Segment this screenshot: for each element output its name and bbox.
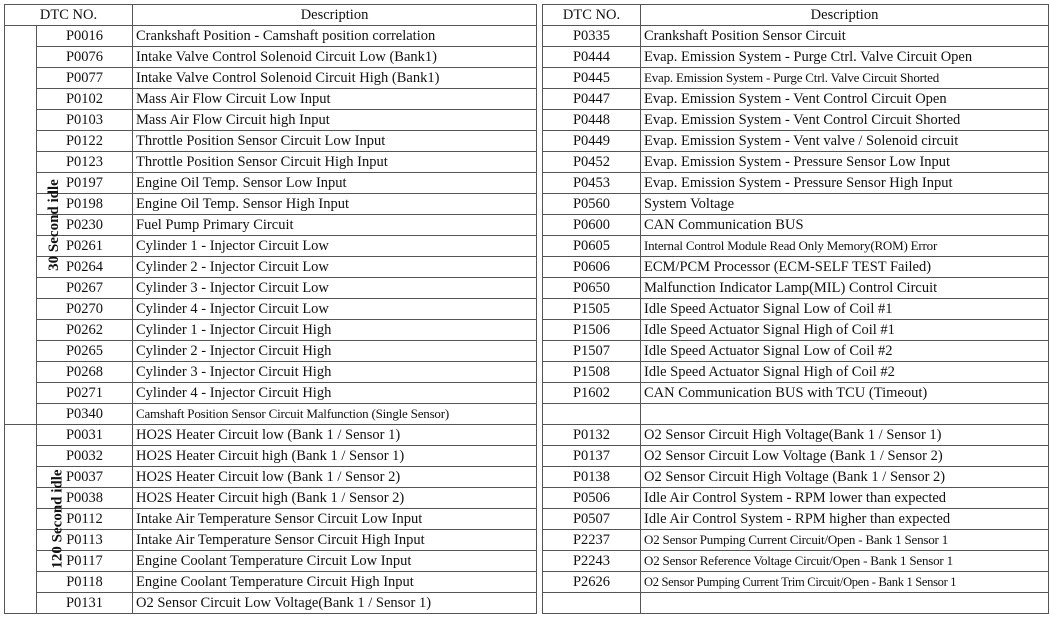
dtc-description: O2 Sensor Circuit Low Voltage(Bank 1 / Sensor 1) [133,593,537,614]
description-header: Description [133,5,537,26]
table-row [543,89,1049,110]
dtc-header: DTC NO. [543,5,641,26]
dtc-code: P0117 [37,551,133,572]
dtc-description: ECM/PCM Processor (ECM-SELF TEST Failed) [641,257,1049,278]
table-row [543,341,1049,362]
dtc-code: P0262 [37,320,133,341]
dtc-code: P1507 [543,341,641,362]
dtc-code: P0197 [37,173,133,194]
dtc-code: P0037 [37,467,133,488]
table-row [5,131,537,152]
table-row [543,131,1049,152]
table-row [5,236,537,257]
dtc-description: HO2S Heater Circuit high (Bank 1 / Sensor 2) [133,488,537,509]
dtc-code: P0267 [37,278,133,299]
table-row [543,530,1049,551]
dtc-code: P0452 [543,152,641,173]
dtc-header: DTC NO. [5,5,133,26]
table-row [543,467,1049,488]
dtc-description: Evap. Emission System - Vent Control Circuit Shorted [641,110,1049,131]
table-row [543,152,1049,173]
dtc-code: P0453 [543,173,641,194]
table-row [543,299,1049,320]
table-row [5,341,537,362]
dtc-description: Cylinder 3 - Injector Circuit Low [133,278,537,299]
dtc-code: P0340 [37,404,133,425]
dtc-description: Idle Speed Actuator Signal Low of Coil #2 [641,341,1049,362]
dtc-description: System Voltage [641,194,1049,215]
dtc-description: Engine Coolant Temperature Circuit High Input [133,572,537,593]
dtc-description: Evap. Emission System - Vent Control Circuit Open [641,89,1049,110]
table-row [543,173,1049,194]
dtc-description: Cylinder 4 - Injector Circuit Low [133,299,537,320]
table-row [5,152,537,173]
table-row [5,383,537,404]
dtc-description: Cylinder 2 - Injector Circuit Low [133,257,537,278]
dtc-description: Throttle Position Sensor Circuit High Input [133,152,537,173]
dtc-description: Idle Speed Actuator Signal Low of Coil #1 [641,299,1049,320]
dtc-code: P0230 [37,215,133,236]
table-row [5,173,537,194]
table-row [543,236,1049,257]
table-row [5,467,537,488]
header-row [5,5,537,26]
dtc-code: P0038 [37,488,133,509]
dtc-description: Cylinder 1 - Injector Circuit Low [133,236,537,257]
table-row [5,26,537,47]
dtc-code: P0138 [543,467,641,488]
table-row [5,404,537,425]
dtc-code: P0112 [37,509,133,530]
dtc-description: HO2S Heater Circuit low (Bank 1 / Sensor 1) [133,425,537,446]
dtc-code: P0600 [543,215,641,236]
dtc-code: P0447 [543,89,641,110]
dtc-description: Intake Valve Control Solenoid Circuit Low (Bank1) [133,47,537,68]
dtc-code [543,404,641,425]
table-row [543,362,1049,383]
dtc-code: P1508 [543,362,641,383]
dtc-code: P0506 [543,488,641,509]
dtc-description: Crankshaft Position - Camshaft position correlation [133,26,537,47]
table-row [543,509,1049,530]
dtc-description: Crankshaft Position Sensor Circuit [641,26,1049,47]
dtc-code: P2237 [543,530,641,551]
dtc-code: P0122 [37,131,133,152]
table-row [5,68,537,89]
dtc-code: P0113 [37,530,133,551]
dtc-description: HO2S Heater Circuit low (Bank 1 / Sensor 2) [133,467,537,488]
dtc-description: O2 Sensor Pumping Current Trim Circuit/Open - Bank 1 Sensor 1 [641,572,1049,593]
dtc-description: Idle Speed Actuator Signal High of Coil #1 [641,320,1049,341]
table-row [543,404,1049,425]
group-120-second-idle [5,425,66,614]
dtc-description [641,404,1049,425]
dtc-code: P0270 [37,299,133,320]
dtc-description: Evap. Emission System - Vent valve / Solenoid circuit [641,131,1049,152]
table-row [5,425,537,446]
table-row [5,257,537,278]
table-row [5,446,537,467]
left-dtc-table [4,4,537,614]
dtc-description: Cylinder 3 - Injector Circuit High [133,362,537,383]
dtc-description: Internal Control Module Read Only Memory(ROM) Error [641,236,1049,257]
dtc-code: P0016 [37,26,133,47]
table-row [543,593,1049,614]
group-label: 120 Second idle [49,469,66,569]
table-row [543,551,1049,572]
table-row [5,278,537,299]
dtc-description: CAN Communication BUS with TCU (Timeout) [641,383,1049,404]
table-row [5,299,537,320]
table-row [543,320,1049,341]
dtc-description: Throttle Position Sensor Circuit Low Input [133,131,537,152]
dtc-description: O2 Sensor Pumping Current Circuit/Open - Bank 1 Sensor 1 [641,530,1049,551]
dtc-description: O2 Sensor Reference Voltage Circuit/Open - Bank 1 Sensor 1 [641,551,1049,572]
dtc-code [543,593,641,614]
table-row [543,278,1049,299]
table-row [543,194,1049,215]
dtc-code: P0102 [37,89,133,110]
dtc-code: P1602 [543,383,641,404]
dtc-description: Cylinder 2 - Injector Circuit High [133,341,537,362]
dtc-description: Evap. Emission System - Purge Ctrl. Valve Circuit Shorted [641,68,1049,89]
description-header: Description [641,5,1049,26]
dtc-code: P0507 [543,509,641,530]
dtc-description: Fuel Pump Primary Circuit [133,215,537,236]
dtc-code: P0335 [543,26,641,47]
dtc-code: P2243 [543,551,641,572]
dtc-code: P0077 [37,68,133,89]
dtc-description [641,593,1049,614]
dtc-description: Evap. Emission System - Purge Ctrl. Valve Circuit Open [641,47,1049,68]
table-row [5,362,537,383]
dtc-description: Evap. Emission System - Pressure Sensor High Input [641,173,1049,194]
group-30-second-idle [5,26,62,425]
dtc-code: P1505 [543,299,641,320]
dtc-code: P0271 [37,383,133,404]
dtc-description: Malfunction Indicator Lamp(MIL) Control Circuit [641,278,1049,299]
table-row [543,257,1049,278]
dtc-code: P0445 [543,68,641,89]
header-row [543,5,1049,26]
dtc-description: Idle Speed Actuator Signal High of Coil #2 [641,362,1049,383]
table-row [543,26,1049,47]
dtc-description: CAN Communication BUS [641,215,1049,236]
table-row [543,425,1049,446]
dtc-code: P0560 [543,194,641,215]
dtc-code: P1506 [543,320,641,341]
dtc-description: Intake Valve Control Solenoid Circuit High (Bank1) [133,68,537,89]
table-row [543,215,1049,236]
table-row [5,572,537,593]
table-row [5,509,537,530]
group-label: 30 Second idle [45,179,62,271]
table-row [5,488,537,509]
dtc-code: P0137 [543,446,641,467]
table-row [5,551,537,572]
dtc-description: Engine Coolant Temperature Circuit Low Input [133,551,537,572]
table-row [543,47,1049,68]
table-row [543,383,1049,404]
dtc-code: P0198 [37,194,133,215]
right-dtc-table [542,4,1049,614]
dtc-code: P0449 [543,131,641,152]
table-row [543,68,1049,89]
table-row [5,320,537,341]
dtc-code: P0444 [543,47,641,68]
dtc-description: O2 Sensor Circuit High Voltage(Bank 1 / Sensor 1) [641,425,1049,446]
dtc-code: P0264 [37,257,133,278]
dtc-code: P2626 [543,572,641,593]
dtc-code: P0606 [543,257,641,278]
table-row [5,47,537,68]
dtc-description: Engine Oil Temp. Sensor High Input [133,194,537,215]
table-row [543,572,1049,593]
dtc-description: Camshaft Position Sensor Circuit Malfunction (Single Sensor) [133,404,537,425]
dtc-description: Cylinder 1 - Injector Circuit High [133,320,537,341]
dtc-description: Mass Air Flow Circuit Low Input [133,89,537,110]
dtc-code: P0123 [37,152,133,173]
dtc-description: Idle Air Control System - RPM higher than expected [641,509,1049,530]
table-row [5,89,537,110]
dtc-code: P0032 [37,446,133,467]
dtc-code: P0605 [543,236,641,257]
table-row [543,488,1049,509]
dtc-description: O2 Sensor Circuit Low Voltage (Bank 1 / Sensor 2) [641,446,1049,467]
dtc-description: Intake Air Temperature Sensor Circuit Low Input [133,509,537,530]
dtc-code: P0103 [37,110,133,131]
dtc-code: P0131 [37,593,133,614]
table-row [5,530,537,551]
table-row [5,110,537,131]
dtc-code: P0650 [543,278,641,299]
dtc-description: Mass Air Flow Circuit high Input [133,110,537,131]
dtc-description: Intake Air Temperature Sensor Circuit High Input [133,530,537,551]
table-row [543,110,1049,131]
dtc-document [4,4,1048,618]
dtc-code: P0132 [543,425,641,446]
dtc-code: P0448 [543,110,641,131]
dtc-code: P0268 [37,362,133,383]
dtc-code: P0118 [37,572,133,593]
table-row [5,194,537,215]
dtc-code: P0261 [37,236,133,257]
table-row [5,215,537,236]
table-row [543,446,1049,467]
dtc-description: O2 Sensor Circuit High Voltage (Bank 1 / Sensor 2) [641,467,1049,488]
dtc-description: Engine Oil Temp. Sensor Low Input [133,173,537,194]
table-row [5,593,537,614]
dtc-code: P0076 [37,47,133,68]
dtc-description: Evap. Emission System - Pressure Sensor Low Input [641,152,1049,173]
dtc-code: P0031 [37,425,133,446]
dtc-description: Idle Air Control System - RPM lower than expected [641,488,1049,509]
dtc-description: Cylinder 4 - Injector Circuit High [133,383,537,404]
dtc-code: P0265 [37,341,133,362]
dtc-description: HO2S Heater Circuit high (Bank 1 / Sensor 1) [133,446,537,467]
